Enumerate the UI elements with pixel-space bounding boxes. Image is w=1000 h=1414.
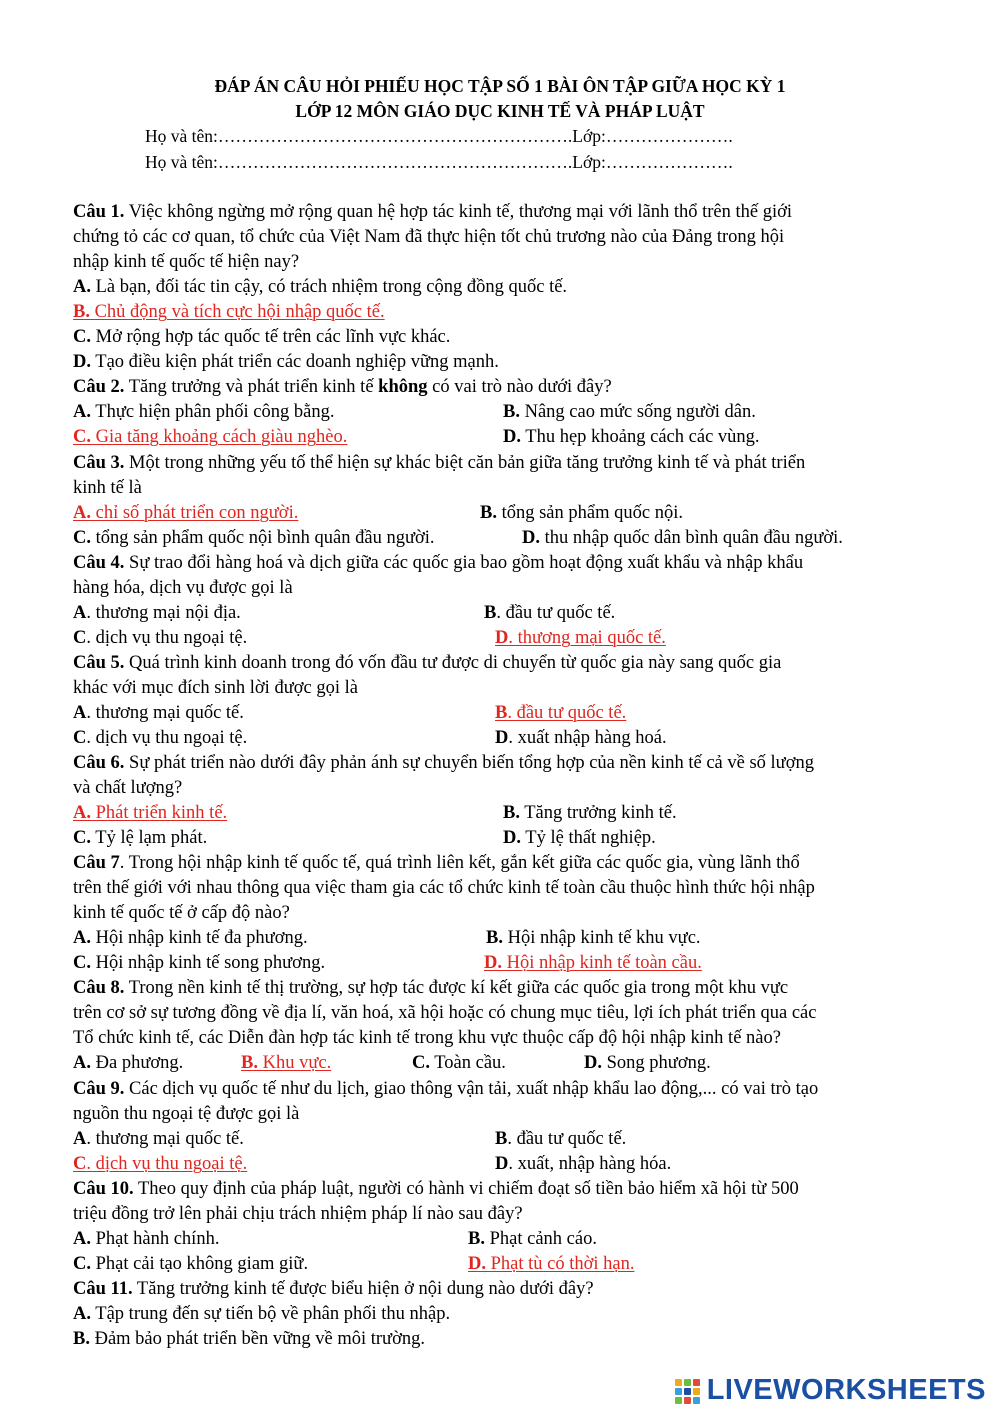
question-5-cont: khác với mục đích sinh lời được gọi là (73, 678, 358, 698)
question-8-cont2: Tổ chức kinh tế, các Diễn đàn hợp tác kinh tế trong khu vực thuộc cấp độ hội nhập kinh tế nào? (73, 1028, 781, 1048)
question-8: Câu 8. Trong nền kinh tế thị trường, sự hợp tác được kí kết giữa các quốc gia trong một khu vực (73, 978, 789, 998)
question-6: Câu 6. Sự phát triển nào dưới đây phản ánh sự chuyển biến tổng hợp của nền kinh tế cả về số lượng (73, 753, 814, 773)
q3-option-a-answer[interactable]: A. chỉ số phát triển con người. (73, 503, 299, 523)
q6-option-b[interactable]: B. Tăng trưởng kinh tế. (503, 803, 677, 823)
question-3: Câu 3. Một trong những yếu tố thể hiện sự khác biệt căn bản giữa tăng trưởng kinh tế và phát triển (73, 453, 806, 473)
q9-option-b[interactable]: B. đầu tư quốc tế. (495, 1129, 627, 1149)
question-5: Câu 5. Quá trình kinh doanh trong đó vốn đầu tư được di chuyển từ quốc gia này sang quốc gia (73, 653, 782, 673)
question-7-cont: trên thế giới với nhau thông qua việc tham gia các tổ chức kinh tế toàn cầu thuộc hình thức hội nhập (73, 878, 815, 898)
page-subtitle: LỚP 12 MÔN GIÁO DỤC KINH TẾ VÀ PHÁP LUẬT (295, 101, 705, 121)
q4-option-c[interactable]: C. dịch vụ thu ngoại tệ. (73, 628, 248, 648)
question-10-cont: triệu đồng trở lên phải chịu trách nhiệm pháp lí nào sau đây? (73, 1204, 523, 1224)
q3-option-b[interactable]: B. tổng sản phẩm quốc nội. (480, 503, 683, 523)
question-11: Câu 11. Tăng trưởng kinh tế được biểu hiện ở nội dung nào dưới đây? (73, 1279, 594, 1299)
watermark-text: LIVEWORKSHEETS (706, 1373, 986, 1406)
q6-option-c[interactable]: C. Tỷ lệ lạm phát. (73, 828, 208, 848)
q8-option-a[interactable]: A. Đa phương. (73, 1053, 184, 1073)
student-name-line-2[interactable]: Họ và tên:…………………………………………………….Lớp:…………………. (145, 152, 733, 172)
q6-option-d[interactable]: D. Tỷ lệ thất nghiệp. (503, 828, 656, 848)
q4-option-b[interactable]: B. đầu tư quốc tế. (484, 603, 616, 623)
question-8-cont: trên cơ sở sự tương đồng về địa lí, văn hoá, xã hội hoặc có chung mục tiêu, lợi ích phát triển qua các (73, 1003, 817, 1023)
q8-option-c[interactable]: C. Toàn cầu. (412, 1053, 506, 1073)
question-1: Câu 1. Việc không ngừng mở rộng quan hệ hợp tác kinh tế, thương mại với lãnh thổ trên thế giới (73, 202, 793, 222)
liveworksheets-logo-icon (675, 1377, 701, 1403)
q11-option-b[interactable]: B. Đảm bảo phát triển bền vững về môi trường. (73, 1329, 425, 1349)
q10-option-c[interactable]: C. Phạt cải tạo không giam giữ. (73, 1254, 309, 1274)
question-4-cont: hàng hóa, dịch vụ được gọi là (73, 578, 293, 598)
q5-option-d[interactable]: D. xuất nhập hàng hoá. (495, 728, 667, 748)
q3-option-d[interactable]: D. thu nhập quốc dân bình quân đầu người. (522, 528, 843, 548)
q1-option-c[interactable]: C. Mở rộng hợp tác quốc tế trên các lĩnh vực khác. (73, 327, 451, 347)
question-10: Câu 10. Theo quy định của pháp luật, người có hành vi chiếm đoạt số tiền bảo hiểm xã hội từ 500 (73, 1179, 799, 1199)
q7-option-a[interactable]: A. Hội nhập kinh tế đa phương. (73, 928, 308, 948)
q2-option-a[interactable]: A. Thực hiện phân phối công bằng. (73, 402, 335, 422)
question-1-cont: chứng tỏ các cơ quan, tổ chức của Việt Nam đã thực hiện tốt chủ trương nào của Đảng trong hội (73, 227, 785, 247)
q9-option-d[interactable]: D. xuất, nhập hàng hóa. (495, 1154, 672, 1174)
question-9-cont: nguồn thu ngoại tệ được gọi là (73, 1104, 300, 1124)
q5-option-a[interactable]: A. thương mại quốc tế. (73, 703, 244, 723)
liveworksheets-watermark (675, 1372, 986, 1408)
q2-option-b[interactable]: B. Nâng cao mức sống người dân. (503, 402, 756, 422)
q10-option-a[interactable]: A. Phạt hành chính. (73, 1229, 220, 1249)
q2-option-c-answer[interactable]: C. Gia tăng khoảng cách giàu nghèo. (73, 427, 348, 447)
page-title: ĐÁP ÁN CÂU HỎI PHIẾU HỌC TẬP SỐ 1 BÀI ÔN TẬP GIỮA HỌC KỲ 1 (214, 76, 786, 96)
q4-option-d-answer[interactable]: D. thương mại quốc tế. (495, 628, 666, 648)
q6-option-a-answer[interactable]: A. Phát triển kinh tế. (73, 803, 228, 823)
q5-option-b-answer[interactable]: B. đầu tư quốc tế. (495, 703, 627, 723)
student-name-line-1[interactable]: Họ và tên:…………………………………………………….Lớp:…………………. (145, 126, 733, 146)
q9-option-a[interactable]: A. thương mại quốc tế. (73, 1129, 244, 1149)
q8-option-d[interactable]: D. Song phương. (584, 1053, 711, 1073)
q5-option-c[interactable]: C. dịch vụ thu ngoại tệ. (73, 728, 248, 748)
q1-option-b-answer[interactable]: B. Chủ động và tích cực hội nhập quốc tế. (73, 302, 385, 322)
question-9: Câu 9. Các dịch vụ quốc tế như du lịch, giao thông vận tải, xuất nhập khẩu lao động,... có vai trò tạo (73, 1079, 819, 1099)
q9-option-c-answer[interactable]: C. dịch vụ thu ngoại tệ. (73, 1154, 248, 1174)
q8-option-b-answer[interactable]: B. Khu vực. (241, 1053, 332, 1073)
q7-option-c[interactable]: C. Hội nhập kinh tế song phương. (73, 953, 326, 973)
q7-option-b[interactable]: B. Hội nhập kinh tế khu vực. (486, 928, 701, 948)
q1-option-a[interactable]: A. Là bạn, đối tác tin cậy, có trách nhiệm trong cộng đồng quốc tế. (73, 277, 568, 297)
q4-option-a[interactable]: A. thương mại nội địa. (73, 603, 241, 623)
question-7: Câu 7. Trong hội nhập kinh tế quốc tế, quá trình liên kết, gắn kết giữa các quốc gia, vùng lãnh thổ (73, 853, 800, 873)
q7-option-d-answer[interactable]: D. Hội nhập kinh tế toàn cầu. (484, 953, 702, 973)
question-7-cont2: kinh tế quốc tế ở cấp độ nào? (73, 903, 290, 923)
q2-option-d[interactable]: D. Thu hẹp khoảng cách các vùng. (503, 427, 760, 447)
question-6-cont: và chất lượng? (73, 778, 183, 798)
question-3-cont: kinh tế là (73, 478, 142, 498)
q10-option-d-answer[interactable]: D. Phạt tù có thời hạn. (468, 1254, 635, 1274)
q11-option-a[interactable]: A. Tập trung đến sự tiến bộ về phân phối thu nhập. (73, 1304, 451, 1324)
question-2: Câu 2. Tăng trưởng và phát triển kinh tế không có vai trò nào dưới đây? (73, 377, 612, 397)
question-1-cont2: nhập kinh tế quốc tế hiện nay? (73, 252, 300, 272)
q3-option-c[interactable]: C. tổng sản phẩm quốc nội bình quân đầu người. (73, 528, 435, 548)
question-4: Câu 4. Sự trao đổi hàng hoá và dịch giữa các quốc gia bao gồm hoạt động xuất khẩu và nhập khẩu (73, 553, 804, 573)
q1-option-d[interactable]: D. Tạo điều kiện phát triển các doanh nghiệp vững mạnh. (73, 352, 499, 372)
q10-option-b[interactable]: B. Phạt cảnh cáo. (468, 1229, 597, 1249)
